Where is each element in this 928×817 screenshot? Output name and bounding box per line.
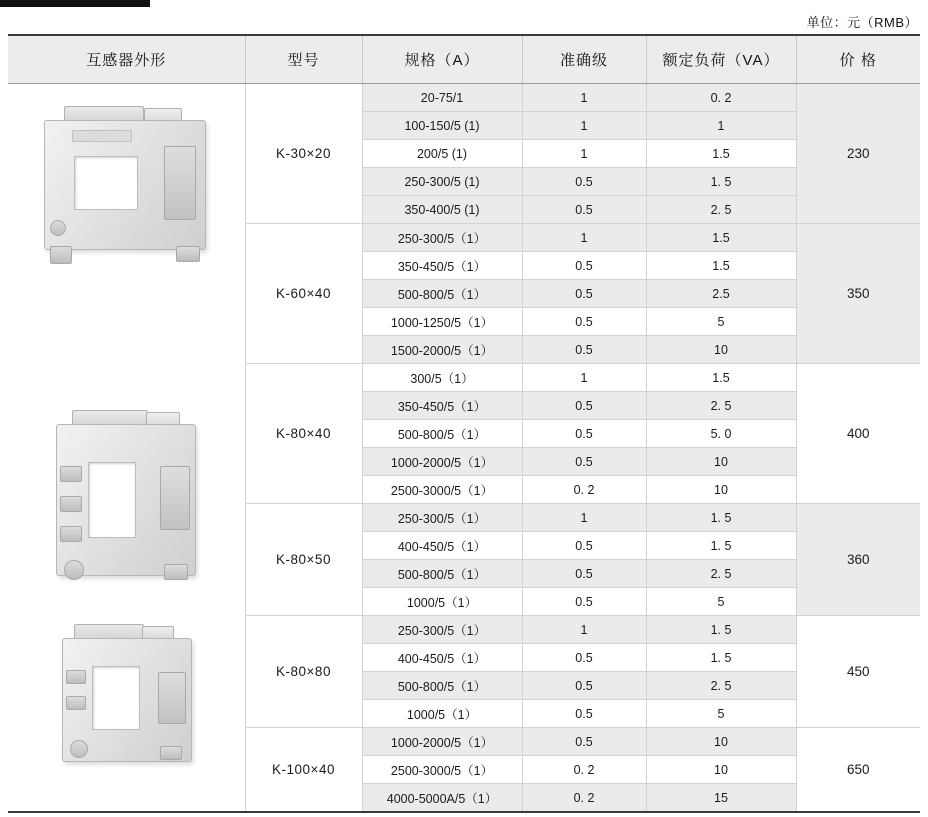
accuracy-cell: 0. 2: [522, 756, 646, 784]
table-header: [8, 35, 920, 84]
spec-cell: 500-800/5（1）: [362, 560, 522, 588]
burden-cell: 1. 5: [646, 504, 796, 532]
burden-cell: 5: [646, 308, 796, 336]
burden-cell: 1. 5: [646, 532, 796, 560]
price-cell: 450: [796, 616, 920, 728]
burden-cell: 1.5: [646, 364, 796, 392]
ct-foot: [160, 746, 182, 760]
spec-cell: 100-150/5 (1): [362, 112, 522, 140]
ct-aperture: [88, 462, 136, 538]
price-cell: 350: [796, 224, 920, 364]
accuracy-cell: 0.5: [522, 252, 646, 280]
ct-aperture: [92, 666, 140, 730]
burden-cell: 10: [646, 728, 796, 756]
spec-cell: 1000-2000/5（1）: [362, 728, 522, 756]
accuracy-cell: 0.5: [522, 448, 646, 476]
ct-clamp: [60, 526, 82, 542]
accuracy-cell: 0.5: [522, 728, 646, 756]
accuracy-cell: 0.5: [522, 588, 646, 616]
accuracy-cell: 1: [522, 616, 646, 644]
accuracy-cell: 0. 2: [522, 784, 646, 813]
table-row: [8, 84, 920, 112]
burden-cell: 2. 5: [646, 560, 796, 588]
ct-clamp: [66, 696, 86, 710]
spec-cell: 200/5 (1): [362, 140, 522, 168]
column-header-shape: 互感器外形: [8, 35, 245, 84]
column-header-burden: 额定负荷（VA）: [646, 35, 796, 84]
spec-cell: 350-450/5（1）: [362, 392, 522, 420]
burden-cell: 2. 5: [646, 392, 796, 420]
ct-clamp: [66, 670, 86, 684]
accuracy-cell: 0.5: [522, 196, 646, 224]
price-cell: 230: [796, 84, 920, 224]
spec-cell: 1000-2000/5（1）: [362, 448, 522, 476]
accuracy-cell: 0.5: [522, 532, 646, 560]
ct-clamp: [60, 496, 82, 512]
spec-cell: 350-400/5 (1): [362, 196, 522, 224]
spec-cell: 400-450/5（1）: [362, 532, 522, 560]
ct-clamp: [50, 220, 66, 236]
burden-cell: 1.5: [646, 252, 796, 280]
spec-cell: 250-300/5（1）: [362, 616, 522, 644]
accuracy-cell: 1: [522, 224, 646, 252]
price-cell: 360: [796, 504, 920, 616]
unit-note: 单位：元（RMB）: [806, 15, 918, 30]
accuracy-cell: 1: [522, 140, 646, 168]
accuracy-cell: 0.5: [522, 644, 646, 672]
accuracy-cell: 1: [522, 364, 646, 392]
spec-cell: 1000-1250/5（1）: [362, 308, 522, 336]
ct-foot: [164, 564, 188, 580]
burden-cell: 10: [646, 448, 796, 476]
ct-aperture: [74, 156, 138, 210]
spec-cell: 1000/5（1）: [362, 700, 522, 728]
footer-row: [8, 812, 920, 817]
spec-cell: 350-450/5（1）: [362, 252, 522, 280]
burden-cell: 15: [646, 784, 796, 813]
burden-cell: 1. 5: [646, 168, 796, 196]
accuracy-cell: 0.5: [522, 672, 646, 700]
ct-side-terminal: [164, 146, 196, 220]
accuracy-cell: 0.5: [522, 420, 646, 448]
header-row: [8, 35, 920, 84]
accuracy-cell: 0.5: [522, 280, 646, 308]
burden-cell: 2. 5: [646, 672, 796, 700]
transformer-image-stack: [8, 84, 245, 762]
spec-cell: 2500-3000/5（1）: [362, 756, 522, 784]
product-image-column: [8, 84, 245, 813]
spec-cell: 250-300/5 (1): [362, 168, 522, 196]
table-footer-rule: [8, 812, 920, 817]
burden-cell: 2.5: [646, 280, 796, 308]
ct-clamp: [60, 466, 82, 482]
spec-cell: 1000/5（1）: [362, 588, 522, 616]
spec-cell: 400-450/5（1）: [362, 644, 522, 672]
ct-foot: [70, 740, 88, 758]
burden-cell: 1.5: [646, 140, 796, 168]
spec-cell: 500-800/5（1）: [362, 672, 522, 700]
burden-cell: 10: [646, 476, 796, 504]
ct-k80x80-photo: [48, 620, 208, 772]
spec-cell: 20-75/1: [362, 84, 522, 112]
column-header-model: 型号: [245, 35, 362, 84]
accuracy-cell: 1: [522, 84, 646, 112]
model-cell: K-80×50: [245, 504, 362, 616]
price-cell: 400: [796, 364, 920, 504]
accuracy-cell: 0.5: [522, 308, 646, 336]
table-body: [8, 84, 920, 813]
burden-cell: 0. 2: [646, 84, 796, 112]
accuracy-cell: 1: [522, 112, 646, 140]
price-cell: 650: [796, 728, 920, 813]
burden-cell: 5: [646, 588, 796, 616]
spec-cell: 2500-3000/5（1）: [362, 476, 522, 504]
column-header-spec: 规格（A）: [362, 35, 522, 84]
column-header-price: 价 格: [796, 35, 920, 84]
column-header-accuracy: 准确级: [522, 35, 646, 84]
burden-cell: 2. 5: [646, 196, 796, 224]
burden-cell: 1.5: [646, 224, 796, 252]
spec-cell: 250-300/5（1）: [362, 224, 522, 252]
model-cell: K-100×40: [245, 728, 362, 813]
ct-foot: [64, 560, 84, 580]
accuracy-cell: 0.5: [522, 336, 646, 364]
accuracy-cell: 0.5: [522, 392, 646, 420]
price-table: [8, 34, 920, 817]
model-cell: K-60×40: [245, 224, 362, 364]
burden-cell: 5. 0: [646, 420, 796, 448]
bottom-rule: [8, 812, 920, 817]
burden-cell: 1. 5: [646, 644, 796, 672]
accuracy-cell: 0.5: [522, 700, 646, 728]
ct-side-terminal: [158, 672, 186, 724]
spec-cell: 250-300/5（1）: [362, 504, 522, 532]
burden-cell: 1. 5: [646, 616, 796, 644]
spec-cell: 1500-2000/5（1）: [362, 336, 522, 364]
ct-k30x20-photo: [36, 98, 216, 273]
ct-foot: [176, 246, 200, 262]
spec-cell: 4000-5000A/5（1）: [362, 784, 522, 813]
ct-side-terminal: [160, 466, 190, 530]
burden-cell: 10: [646, 336, 796, 364]
accuracy-cell: 0.5: [522, 560, 646, 588]
ct-foot: [50, 246, 72, 264]
model-cell: K-30×20: [245, 84, 362, 224]
spec-cell: 500-800/5（1）: [362, 420, 522, 448]
accuracy-cell: 1: [522, 504, 646, 532]
spec-cell: 300/5（1）: [362, 364, 522, 392]
accuracy-cell: 0.5: [522, 168, 646, 196]
burden-cell: 5: [646, 700, 796, 728]
spec-cell: 500-800/5（1）: [362, 280, 522, 308]
burden-cell: 10: [646, 756, 796, 784]
model-cell: K-80×40: [245, 364, 362, 504]
model-cell: K-80×80: [245, 616, 362, 728]
ct-label-strip: [72, 130, 132, 142]
ct-k80x40-photo: [42, 404, 212, 594]
page-top-bar: [0, 0, 150, 7]
accuracy-cell: 0. 2: [522, 476, 646, 504]
burden-cell: 1: [646, 112, 796, 140]
